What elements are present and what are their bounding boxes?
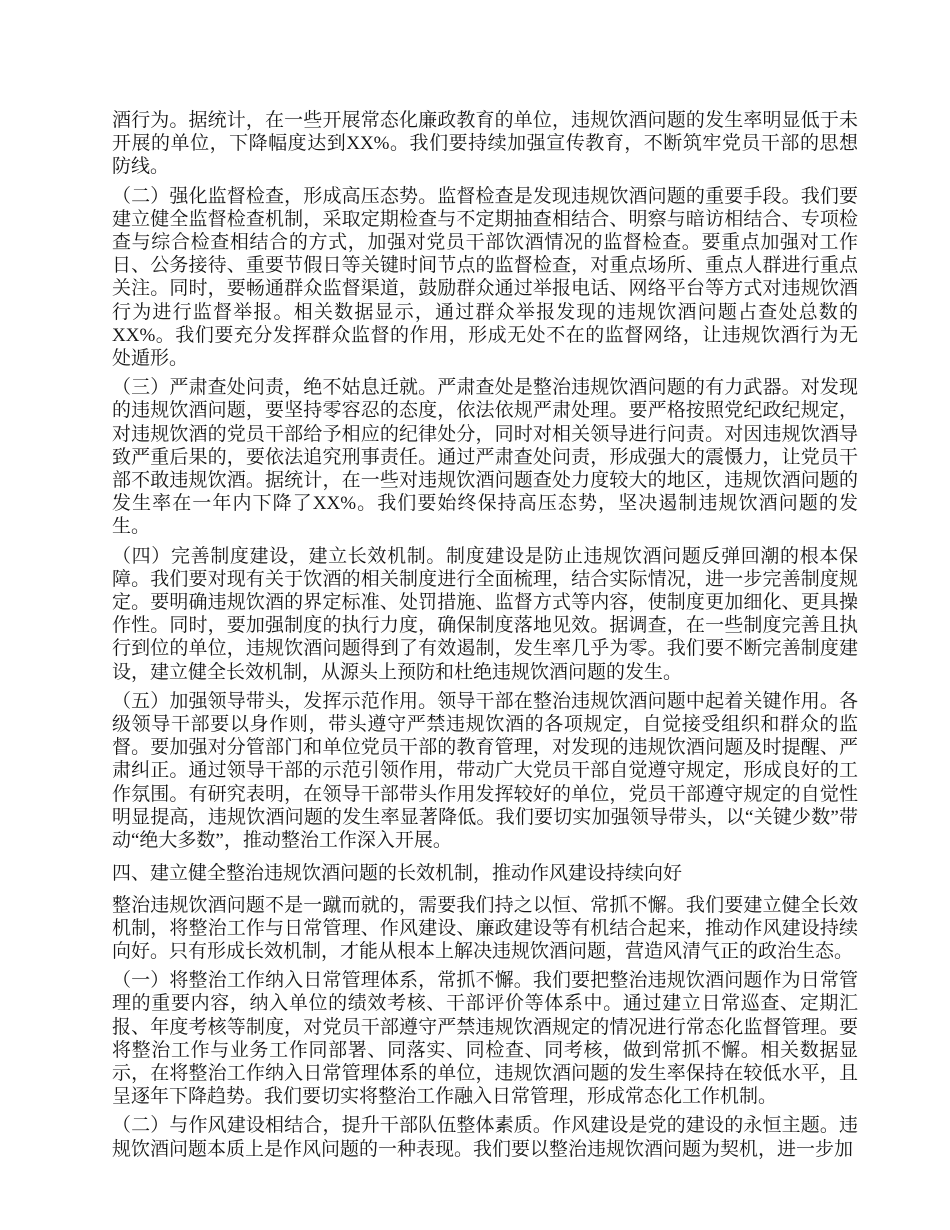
body-paragraph: （五）加强领导带头，发挥示范作用。领导干部在整治违规饮酒问题中起着关键作用。各级领导干部要以身作则，带头遵守严禁违规饮酒的各项规定，自觉接受组织和群众的监督。要加强对分管部门和单位党员干部的教育管理，对发现的违规饮酒问题及时提醒、严肃纠正。通过领导干部的示范引领作用，带动广大党员干部自觉遵守规定，形成良好的工作氛围。有研究表明，在领导干部带头作用发挥较好的单位，党员干部遵守规定的自觉性明显提高，违规饮酒问题的发生率显著降低。我们要切实加强领导带头，以“关键少数”带动“绝大多数”，推动整治工作深入开展。 xyxy=(112,690,858,852)
body-paragraph: （二）强化监督检查，形成高压态势。监督检查是发现违规饮酒问题的重要手段。我们要建立健全监督检查机制，采取定期检查与不定期抽查相结合、明察与暗访相结合、专项检查与综合检查相结合的方式，加强对党员干部饮酒情况的监督检查。要重点加强对工作日、公务接待、重要节假日等关键时间节点的监督检查，对重点场所、重点人群进行重点关注。同时，要畅通群众监督渠道，鼓励群众通过举报电话、网络平台等方式对违规饮酒行为进行监督举报。相关数据显示，通过群众举报发现的违规饮酒问题占查处总数的XX%。我们要充分发挥群众监督的作用，形成无处不在的监督网络，让违规饮酒行为无处遁形。 xyxy=(112,185,858,370)
section-heading: 四、建立健全整治违规饮酒问题的长效机制，推动作风建设持续向好 xyxy=(112,863,683,885)
body-paragraph: 整治违规饮酒问题不是一蹴而就的，需要我们持之以恒、常抓不懈。我们要建立健全长效机制，将整治工作与日常管理、作风建设、廉政建设等有机结合起来，推动作风建设持续向好。只有形成长效机制，才能从根本上解决违规饮酒问题，营造风清气正的政治生态。 xyxy=(112,894,858,962)
body-paragraph: 酒行为。据统计，在一些开展常态化廉政教育的单位，违规饮酒问题的发生率明显低于未开展的单位，下降幅度达到XX%。我们要持续加强宣传教育，不断筑牢党员干部的思想防线。 xyxy=(112,110,858,178)
body-paragraph: （二）与作风建设相结合，提升干部队伍整体素质。作风建设是党的建设的永恒主题。违规饮酒问题本质上是作风问题的一种表现。我们要以整治违规饮酒问题为契机，进一步加 xyxy=(112,1115,858,1160)
body-paragraph: （三）严肃查处问责，绝不姑息迁就。严肃查处是整治违规饮酒问题的有力武器。对发现的违规饮酒问题，要坚持零容忍的态度，依法依规严肃处理。要严格按照党纪政纪规定，对违规饮酒的党员干部给予相应的纪律处分，同时对相关领导进行问责。对因违规饮酒导致严重后果的，要依法追究刑事责任。通过严肃查处问责，形成强大的震慑力，让党员干部不敢违规饮酒。据统计，在一些对违规饮酒问题查处力度较大的地区，违规饮酒问题的发生率在一年内下降了XX%。我们要始终保持高压态势，坚决遏制违规饮酒问题的发生。 xyxy=(112,377,858,538)
body-paragraph: （一）将整治工作纳入日常管理体系，常抓不懈。我们要把整治违规饮酒问题作为日常管理的重要内容，纳入单位的绩效考核、干部评价等体系中。通过建立日常巡查、定期汇报、年度考核等制度，对党员干部遵守严禁违规饮酒规定的情况进行常态化监督管理。要将整治工作与业务工作同部署、同落实、同检查、同考核，做到常抓不懈。相关数据显示，在将整治工作纳入日常管理体系的单位，违规饮酒问题的发生率保持在较低水平，且呈逐年下降趋势。我们要切实将整治工作融入日常管理，形成常态化工作机制。 xyxy=(112,970,858,1108)
document-text-block xyxy=(112,109,858,1167)
body-paragraph: （四）完善制度建设，建立长效机制。制度建设是防止违规饮酒问题反弹回潮的根本保障。我们要对现有关于饮酒的相关制度进行全面梳理，结合实际情况，进一步完善制度规定。要明确违规饮酒的界定标准、处罚措施、监督方式等内容，使制度更加细化、更具操作性。同时，要加强制度的执行力度，确保制度落地见效。据调查，在一些制度完善且执行到位的单位，违规饮酒问题得到了有效遏制，发生率几乎为零。我们要不断完善制度建设，建立健全长效机制，从源头上预防和杜绝违规饮酒问题的发生。 xyxy=(112,545,858,683)
